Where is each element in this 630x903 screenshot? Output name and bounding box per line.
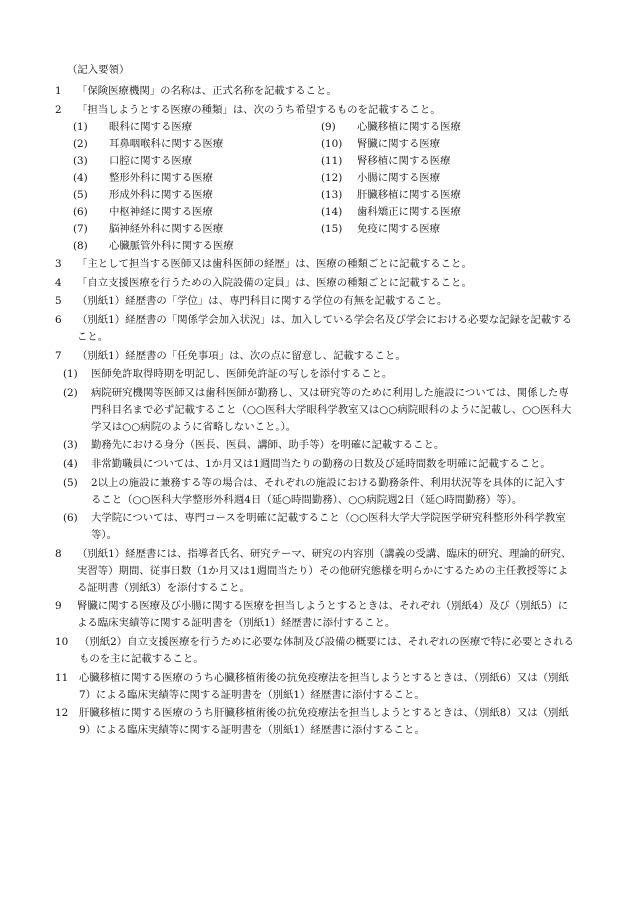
type-number: (4) (73, 171, 88, 184)
item-number: 11 (55, 671, 69, 684)
sub-item-number: (6) (63, 512, 78, 525)
type-label: 肝臓移植に関する医療 (357, 188, 461, 201)
sub-item (63, 437, 575, 454)
sub-item-number: (2) (63, 386, 78, 399)
type-label: 中枢神経に関する医療 (109, 205, 213, 218)
item-text: 「主として担当する医師又は歯科医師の経歴」は、医療の種類ごとに記載すること。 (77, 258, 472, 271)
type-label: 心臓移植に関する医療 (357, 120, 461, 133)
item-number: 12 (55, 707, 69, 720)
type-label: 心臓脈管外科に関する医療 (109, 239, 234, 252)
medical-type (73, 204, 321, 221)
type-label: 形成外科に関する医療 (109, 188, 213, 201)
type-number: (2) (73, 137, 88, 150)
item-text: （別紙1）経歴書の「関係学会加入状況」は、加入している学会名及び学会における必要な記録を記載すること。 (77, 313, 572, 343)
type-number: (10) (321, 137, 343, 150)
item-text: （別紙1）経歴書には、指導者氏名、研究テーマ、研究の内容別（講義の受講、臨床的研究、理論的研究、実習等）期間、従事日数（1か月又は1週間当たり）その他研究態様を明らかにするための主任教授等による証明書（別紙3）を添付すること。 (77, 547, 572, 594)
sub-item-text: 勤務先における身分（医長、医員、講師、助手等）を明確に記載すること。 (91, 439, 445, 452)
type-label: 整形外科に関する医療 (109, 171, 213, 184)
list-item (55, 546, 575, 597)
type-number: (12) (321, 171, 343, 184)
sub-item-text: 医師免許取得時期を明記し、医師免許証の写しを添付すること。 (91, 368, 393, 381)
list-item (55, 102, 575, 119)
item-text: （別紙2）自立支援医療を行うために必要な体制及び設備の概要には、それぞれの医療で特に必要とされるものを主に記載すること。 (79, 635, 574, 665)
type-number: (7) (73, 222, 88, 235)
medical-type (73, 187, 321, 204)
type-number: (13) (321, 188, 343, 201)
type-number: (1) (73, 120, 88, 133)
item-number: 3 (55, 258, 62, 271)
list-item (55, 670, 575, 704)
document-content (55, 62, 575, 739)
item-text: 肝臓移植に関する医療のうち肝臓移植術後の抗免疫療法を担当しようとするときは、（別紙8）又は（別紙9）による臨床実績等に関する証明書を（別紙1）経歴書に添付すること。 (79, 707, 569, 737)
sub-item-number: (1) (63, 368, 78, 381)
item-number: 4 (55, 276, 62, 289)
item-number: 7 (55, 349, 62, 362)
medical-type (73, 136, 321, 153)
item-text: 「保険医療機関」の名称は、正式名称を記載すること。 (77, 85, 337, 97)
sub-item-number: (4) (63, 457, 78, 470)
medical-type (73, 119, 321, 136)
item-text: 「自立支援医療を行うための入院設備の定員」は、医療の種類ごとに記載すること。 (77, 276, 472, 289)
item-text: （別紙1）経歴書の「学位」は、専門科目に関する学位の有無を記載すること。 (77, 295, 448, 308)
sub-item-text: 非常勤職員については、1か月又は1週間当たりの勤務の日数及び延時間数を明確に記載すること。 (91, 457, 551, 470)
item-text: 心臓移植に関する医療のうち心臓移植術後の抗免疫療法を担当しようとするときは、（別紙6）又は（別紙7）による臨床実績等に関する証明書を（別紙1）経歴書に添付すること。 (79, 671, 569, 701)
medical-type (321, 119, 569, 136)
medical-type (73, 221, 321, 238)
sub-item (63, 366, 575, 383)
sub-item (63, 510, 575, 544)
item-number: 2 (55, 103, 62, 116)
list-item (55, 83, 575, 100)
medical-type (321, 136, 569, 153)
type-number: (5) (73, 188, 88, 201)
item-text: 腎臓に関する医療及び小腸に関する医療を担当しようとするときは、それぞれ（別紙4）及び（別紙5）による臨床実績等に関する証明書を（別紙1）経歴書に添付すること。 (77, 600, 569, 630)
list-item (55, 312, 575, 346)
type-number: (9) (321, 120, 336, 133)
medical-type (321, 221, 569, 238)
list-item (55, 598, 575, 632)
type-number: (8) (73, 239, 88, 252)
sub-item-text: 病院研究機関等医師又は歯科医師が勤務し、又は研究等のために利用した施設については、関係した専門科目名まで必ず記載すること（○○医科大学眼科学教室又は○○病院眼科のように記載し、○○医科大学又は○○病院のように省略しないこと。）。 (91, 386, 572, 433)
sub-item (63, 475, 575, 509)
type-number: (15) (321, 222, 343, 235)
item-text: 「担当しようとする医療の種類」は、次のうち希望するものを記載すること。 (77, 103, 441, 116)
list-item (55, 293, 575, 310)
type-number: (14) (321, 205, 343, 218)
list-item (55, 275, 575, 292)
item-number: 10 (55, 635, 69, 648)
sub-item (63, 385, 575, 436)
sub-item (63, 456, 575, 473)
medical-type (73, 170, 321, 187)
document-heading: （記入要領） (67, 64, 130, 76)
sub-item-text: 2以上の施設に兼務する等の場合は、それぞれの施設における勤務条件、利用状況等を具体的に記入すること（○○医科大学整形外科週4日（延○時間勤務）、○○病院週2日（延○時間勤務）等）。 (91, 476, 566, 506)
sub-item-number: (3) (63, 439, 78, 452)
medical-types-list (73, 119, 575, 255)
list-item (55, 256, 575, 273)
type-label: 腎移植に関する医療 (357, 154, 451, 167)
type-number: (11) (321, 154, 343, 167)
item-number: 6 (55, 313, 62, 326)
type-label: 腎臓に関する医療 (357, 137, 441, 150)
medical-types-left (73, 119, 321, 255)
sub-item-text: 大学院については、専門コースを明確に記載すること（○○医科大学大学院医学研究科整形外科学教室等）。 (91, 512, 566, 542)
medical-type (321, 187, 569, 204)
medical-type (73, 153, 321, 170)
item-number: 9 (55, 600, 62, 613)
item-number: 1 (55, 85, 62, 97)
type-label: 歯科矯正に関する医療 (357, 205, 461, 218)
type-label: 小腸に関する医療 (357, 171, 441, 184)
type-number: (3) (73, 154, 88, 167)
list-item (55, 634, 575, 668)
type-label: 口腔に関する医療 (109, 154, 193, 167)
medical-type (321, 204, 569, 221)
medical-type (321, 170, 569, 187)
type-label: 耳鼻咽喉科に関する医療 (109, 137, 224, 150)
type-label: 脳神経外科に関する医療 (109, 222, 224, 235)
medical-types-right (321, 119, 569, 255)
item-number: 8 (55, 547, 62, 560)
list-item (55, 348, 575, 365)
medical-type (321, 153, 569, 170)
type-label: 眼科に関する医療 (109, 120, 193, 133)
type-number: (6) (73, 205, 88, 218)
type-label: 免疫に関する医療 (357, 222, 441, 235)
item-number: 5 (55, 295, 62, 308)
medical-type (73, 238, 321, 255)
item7-subitems (55, 366, 575, 544)
list-item (55, 705, 575, 739)
item-text: （別紙1）経歴書の「任免事項」は、次の点に留意し、記載すること。 (77, 349, 406, 362)
sub-item-number: (5) (63, 476, 78, 489)
